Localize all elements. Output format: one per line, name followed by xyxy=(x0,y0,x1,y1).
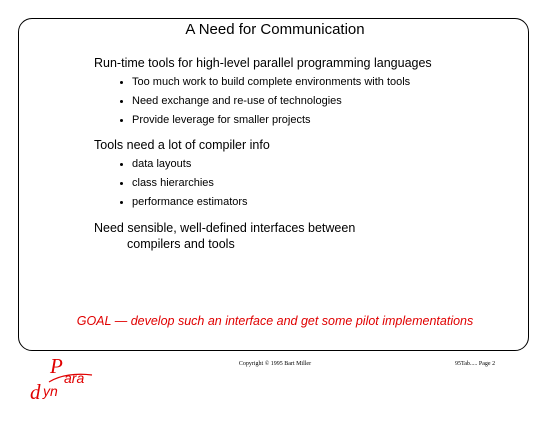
bullet-text: Too much work to build complete environments with tools xyxy=(132,76,411,88)
bullet-icon xyxy=(120,119,123,122)
section-heading-interfaces-continued: compilers and tools xyxy=(127,237,235,251)
bullet-list-compiler-info xyxy=(120,155,248,212)
bullet-text: class hierarchies xyxy=(132,177,214,189)
bullet-icon xyxy=(120,182,123,185)
list-item xyxy=(120,193,248,212)
bullet-icon xyxy=(120,81,123,84)
paradyn-logo xyxy=(28,352,108,402)
bullet-text: Need exchange and re-use of technologies xyxy=(132,95,342,107)
slide-title: A Need for Communication xyxy=(185,21,365,38)
list-item xyxy=(120,92,410,111)
page-reference: 95Tab..... Page 2 xyxy=(455,361,496,367)
goal-statement: GOAL — develop such an interface and get some pilot implementations xyxy=(76,314,474,328)
bullet-text: data layouts xyxy=(132,158,192,170)
bullet-text: Provide leverage for smaller projects xyxy=(132,114,311,126)
bullet-icon xyxy=(120,163,123,166)
list-item xyxy=(120,174,248,193)
logo-text-top-rest: ara xyxy=(64,370,85,386)
section-heading-compiler-info: Tools need a lot of compiler info xyxy=(94,138,270,152)
bullet-icon xyxy=(120,100,123,103)
logo-text-bottom-rest: yn xyxy=(43,383,58,399)
bullet-text: performance estimators xyxy=(132,196,248,208)
bullet-icon xyxy=(120,201,123,204)
logo-text-top: P xyxy=(50,354,63,378)
list-item xyxy=(120,111,410,130)
logo-text-bottom: d xyxy=(30,380,41,402)
copyright-notice: Copyright © 1995 Bart Miller xyxy=(238,361,312,367)
list-item xyxy=(120,155,248,174)
section-heading-interfaces: Need sensible, well-defined interfaces between xyxy=(94,221,356,235)
list-item xyxy=(120,73,410,92)
bullet-list-runtime-tools xyxy=(120,73,410,130)
section-heading-runtime-tools: Run-time tools for high-level parallel programming languages xyxy=(94,56,432,70)
